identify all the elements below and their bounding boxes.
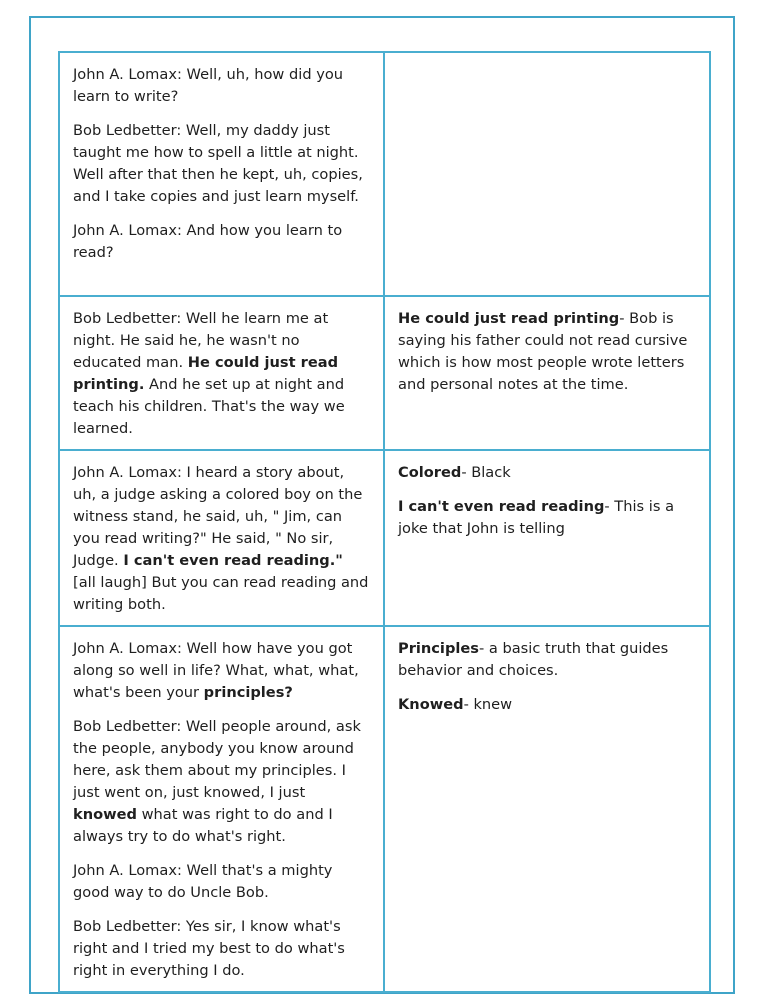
- table-row: [59, 626, 710, 992]
- text-run: John A. Lomax: Well, uh, how did you learn to write?: [73, 66, 344, 105]
- text-run: [all laugh] But you can read reading and writing both.: [73, 574, 369, 613]
- vocab-term: He could just read printing: [398, 310, 620, 327]
- vocab-note: [398, 496, 696, 540]
- text-run: John A. Lomax: I heard a story about, uh, a judge asking a colored boy on the witness stand, he said, uh, " Jim, can you read writing?" He said, " No sir, Judge.: [73, 464, 363, 569]
- text-run: Bob Ledbetter: Yes sir, I know what's right and I tried my best to do what's right in everything I do.: [73, 918, 345, 979]
- vocab-definition: - Bob is saying his father could not read cursive which is how most people wrote letters and personal notes at the time.: [398, 310, 688, 393]
- highlighted-phrase: I can't even read reading.": [123, 552, 343, 569]
- dialogue-paragraph: [73, 916, 370, 982]
- vocab-definition: - Black: [461, 464, 511, 481]
- vocab-definition: - This is a joke that John is telling: [398, 498, 675, 537]
- dialogue-paragraph: [73, 716, 370, 848]
- vocab-note: [398, 638, 696, 682]
- vocab-note: [398, 308, 696, 396]
- table-row: [59, 52, 710, 296]
- text-run: Bob Ledbetter: Well he learn me at night. He said he, he wasn't no educated man.: [73, 310, 329, 371]
- text-run: John A. Lomax: Well how have you got along so well in life? What, what, what, what's been your: [73, 640, 359, 701]
- text-run: Bob Ledbetter: Well, my daddy just taught me how to spell a little at night. Well after that then he kept, uh, copies, and I take copies and just learn myself.: [73, 122, 363, 205]
- dialogue-paragraph: [73, 462, 370, 616]
- dialogue-cell: [59, 450, 384, 626]
- vocab-definition: - knew: [463, 696, 513, 713]
- dialogue-cell: [59, 296, 384, 450]
- text-run: Bob Ledbetter: Well people around, ask the people, anybody you know around here, ask them about my principles. I just went on, just knowed, I just: [73, 718, 361, 801]
- dialogue-cell: [59, 626, 384, 992]
- dialogue-paragraph: [73, 64, 370, 108]
- vocab-term: Knowed: [398, 696, 464, 713]
- highlighted-phrase: principles?: [203, 684, 293, 701]
- dialogue-cell: [59, 52, 384, 296]
- dialogue-paragraph: [73, 638, 370, 704]
- text-run: John A. Lomax: Well that's a mighty good way to do Uncle Bob.: [73, 862, 333, 901]
- vocab-term: Colored: [398, 464, 462, 481]
- transcript-table: [58, 51, 711, 993]
- table-row: [59, 450, 710, 626]
- vocab-note: [398, 462, 696, 484]
- dialogue-paragraph: [73, 220, 370, 264]
- dialogue-paragraph: [73, 120, 370, 208]
- text-run: John A. Lomax: And how you learn to read?: [73, 222, 343, 261]
- vocab-term: Principles: [398, 640, 479, 657]
- highlighted-phrase: He could just read printing.: [73, 354, 339, 393]
- dialogue-paragraph: [73, 860, 370, 904]
- text-run: what was right to do and I always try to do what's right.: [73, 806, 333, 845]
- notes-cell: [384, 450, 710, 626]
- table-row: [59, 296, 710, 450]
- vocab-definition: - a basic truth that guides behavior and choices.: [398, 640, 669, 679]
- dialogue-paragraph: [73, 308, 370, 440]
- notes-cell: [384, 626, 710, 992]
- vocab-note: [398, 694, 696, 716]
- vocab-term: I can't even read reading: [398, 498, 605, 515]
- notes-cell: [384, 52, 710, 296]
- text-run: And he set up at night and teach his children. That's the way we learned.: [73, 376, 345, 437]
- highlighted-phrase: knowed: [73, 806, 137, 823]
- notes-cell: [384, 296, 710, 450]
